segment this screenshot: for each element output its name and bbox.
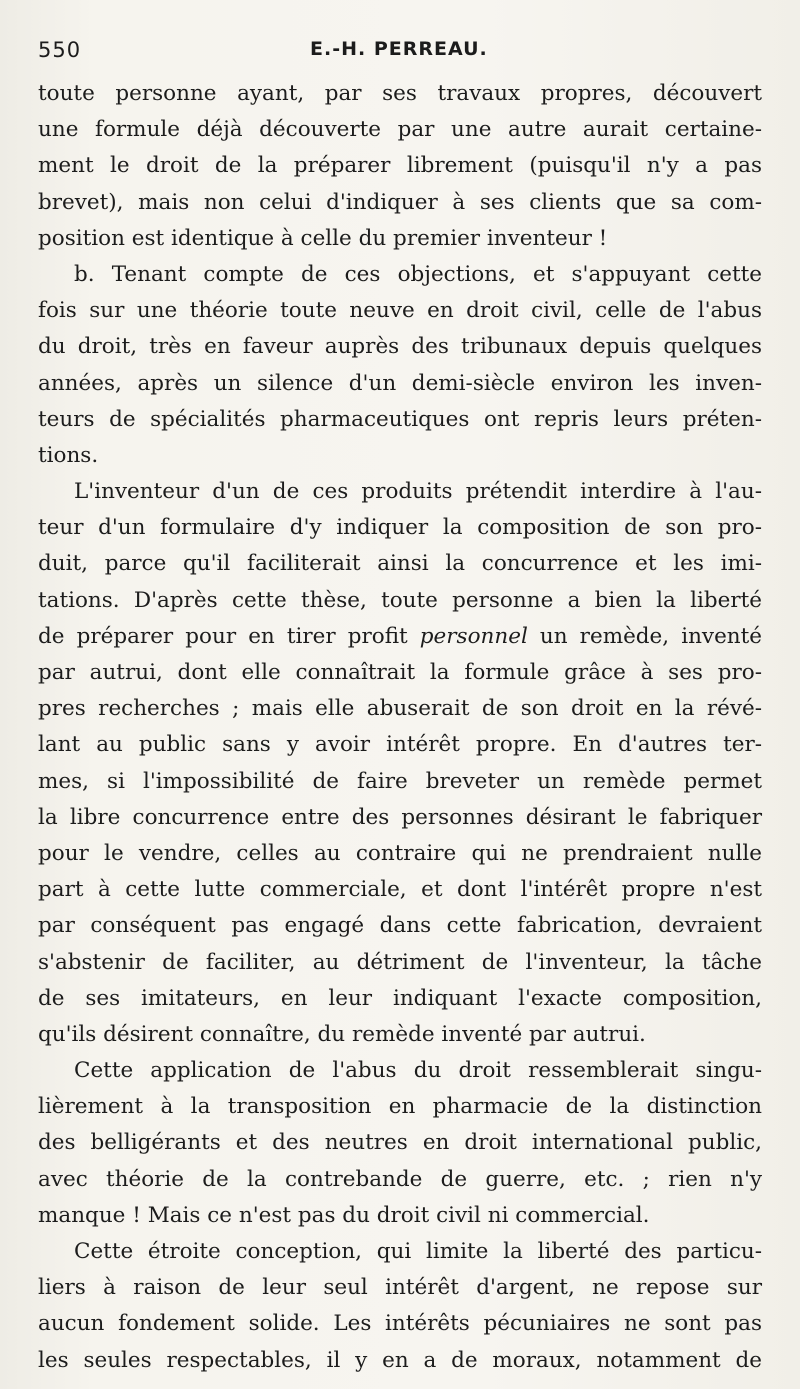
text-line: duit, parce qu'il faciliterait ainsi la concurrence et les imi- (38, 551, 762, 577)
text-line: de ses imitateurs, en leur indiquant l'exacte composition, (38, 985, 762, 1011)
text-line: fois sur une théorie toute neuve en droit civil, celle de l'abus (38, 298, 762, 324)
text-segment: un remède, inventé (527, 623, 763, 649)
text-line: tations. D'après cette thèse, toute personne a bien la liberté (38, 587, 762, 613)
text-line: ment le droit de la préparer librement (puisqu'il n'y a pas (38, 153, 762, 179)
text-line: teur d'un formulaire d'y indiquer la composition de son pro- (38, 515, 762, 541)
text-line: L'inventeur d'un de ces produits prétendit interdire à l'au- (74, 479, 762, 505)
text-line: par autrui, dont elle connaîtrait la formule grâce à ses pro- (38, 660, 762, 685)
text-line: lièrement à la transposition en pharmacie de la distinction (38, 1094, 762, 1120)
text-line: Cette application de l'abus du droit ressemblerait singu- (74, 1058, 762, 1084)
text-line: s'abstenir de faciliter, au détriment de l'inventeur, la tâche (38, 949, 762, 975)
text-line: aucun fondement solide. Les intérêts pécuniaires ne sont pas (38, 1311, 762, 1337)
text-line: position est identique à celle du premier inventeur ! (38, 225, 608, 251)
text-line: brevet), mais non celui d'indiquer à ses clients que sa com- (38, 189, 762, 215)
text-segment: de préparer pour en tirer profit (38, 623, 420, 649)
text-line: tions. (38, 442, 99, 468)
text-line: toute personne ayant, par ses travaux propres, découvert (38, 81, 762, 106)
text-line: part à cette lutte commerciale, et dont l'intérêt propre n'est (38, 877, 762, 903)
text-line (38, 619, 762, 655)
text-line: pres recherches ; mais elle abuserait de son droit en la révé- (38, 696, 762, 722)
text-line: teurs de spécialités pharmaceutiques ont repris leurs préten- (38, 406, 762, 432)
text-line: une formule déjà découverte par une autre aurait certaine- (38, 117, 762, 143)
text-line: du droit, très en faveur auprès des tribunaux depuis quelques (38, 334, 762, 360)
text-line: les seules respectables, il y en a de moraux, notamment de (38, 1347, 762, 1373)
page-header (38, 34, 760, 64)
text-line: Cette étroite conception, qui limite la liberté des particu- (74, 1239, 762, 1264)
text-line: mes, si l'impossibilité de faire breveter un remède permet (38, 768, 762, 794)
text-line: manque ! Mais ce n'est pas du droit civil ni commercial. (38, 1202, 650, 1228)
text-line: qu'ils désirent connaître, du remède inventé par autrui. (38, 1021, 646, 1047)
text-line: lant au public sans y avoir intérêt propre. En d'autres ter- (38, 732, 762, 758)
text-line: par conséquent pas engagé dans cette fabrication, devraient (38, 913, 762, 939)
italic-word: personnel (419, 623, 528, 649)
text-line: liers à raison de leur seul intérêt d'argent, ne repose sur (38, 1275, 762, 1301)
text-line: années, après un silence d'un demi-siècle environ les inven- (38, 370, 762, 396)
text-line: pour le vendre, celles au contraire qui ne prendraient nulle (38, 840, 762, 866)
body-text (38, 76, 762, 1379)
text-line: b. Tenant compte de ces objections, et s'appuyant cette (74, 261, 762, 287)
text-line: des belligérants et des neutres en droit international public, (38, 1130, 762, 1156)
text-line: avec théorie de la contrebande de guerre, etc. ; rien n'y (38, 1166, 762, 1192)
text-line: la libre concurrence entre des personnes désirant le fabriquer (38, 804, 762, 830)
page-number: 550 (38, 38, 82, 62)
running-head: E.-H. PERREAU. (310, 38, 488, 60)
